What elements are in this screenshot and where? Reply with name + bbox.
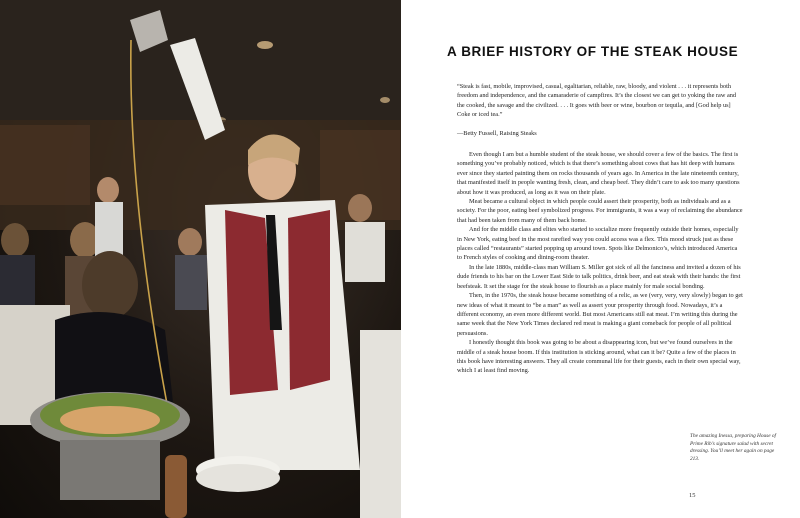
diner-hair bbox=[82, 251, 138, 319]
ceiling-light bbox=[257, 41, 273, 49]
diner-body bbox=[175, 255, 207, 310]
body-text bbox=[457, 150, 743, 376]
body-paragraph: Even though I am but a humble student of the steak house, we should cover a few of the basics. The first is something you’ve probably noticed, which is that there’s something about cows that has hit deep with humans ever since they started painting them on rocks thousands of years ago. In America in the late nineteenth century, that manifested itself in people wanting fresh, clean, and cheap beef. They didn’t care to ask too many questions about how it was produced, as long as it was on their plate. bbox=[457, 151, 740, 196]
wall-panel bbox=[0, 125, 90, 205]
ceiling-light bbox=[380, 97, 390, 103]
body-paragraph: In the late 1880s, middle-class man William S. Miller got sick of all the fanciness and invited a dozen of his dude friends to his bar on the Lower East Side to talk politics, drink beer, and eat steak with their hands: the first beefsteak. It set the stage for the steak house to flourish as a place mainly for male social bonding. bbox=[457, 263, 741, 290]
diner-head bbox=[348, 194, 372, 222]
waiter-head bbox=[97, 177, 119, 203]
page-number: 15 bbox=[689, 492, 696, 499]
epigraph-quote: “Steak is fast, mobile, improvised, casual, egalitarian, reliable, raw, bloody, and violent . . . it represents both freedom and independence, and the camaraderie of campfires. It’s the closest we can get to yoking the raw and the cooked, the savage and the civilized. . . . It goes with beer or wine, bourbon or tequila, and [God help us] Coke or iced tea.” bbox=[457, 83, 737, 118]
body-paragraph: Then, in the 1970s, the steak house became something of a relic, as we (very, very, very slowly) began to get new ideas of what it meant to “be a man” as well as assert your prosperity through food. Nowadays, it’s a different economy, an even more different world. But most Americans still eat meat. I’m writing this during the same week that the New York Times declared red meat is making a giant comeback for people of all political persuasions. bbox=[457, 292, 743, 337]
body-paragraph: And for the middle class and elites who started to socialize more frequently outside their homes, especially in New York, eating beef in the most rarefied way you could access was a flex. This mood struck just as these places called “restaurants” started popping up around town. Spots like Delmonico’s, which introduced America to French styles of cooking and dining-room theater. bbox=[457, 226, 739, 262]
diner-head bbox=[178, 228, 202, 256]
photo-caption: The amazing Inessa, preparing House of Prime Rib’s signature salad with secret dressing. You’ll meet her again on page 213. bbox=[690, 433, 777, 463]
chapter-title: A BRIEF HISTORY OF THE STEAK HOUSE bbox=[447, 44, 739, 59]
pepper-mill bbox=[165, 455, 187, 518]
salad-dressing bbox=[60, 406, 160, 434]
body-paragraph: I honestly thought this book was going to be about a disappearing icon, but we’ve found ourselves in the middle of a steak house boom. If this institution is sticking around, what can it be? Quite a few of the places in this book have interesting answers. They all create communal life for their guests, each in their own special way, which I at least find moving. bbox=[457, 339, 741, 375]
body-paragraph: Meat became a cultural object in which people could assert their prosperity, both as individuals and as a society. For the poor, eating beef symbolized progress. For immigrants, it was a way of reclaiming the abundance that had been taken from many of them back home. bbox=[457, 198, 743, 224]
stacked-plates bbox=[196, 464, 280, 492]
text-page bbox=[401, 0, 800, 518]
diner-head bbox=[1, 223, 29, 257]
tablecloth bbox=[360, 330, 401, 518]
epigraph-attribution: —Betty Fussell, Raising Steaks bbox=[457, 130, 537, 137]
diner-body bbox=[345, 222, 385, 282]
salad-cart bbox=[60, 440, 160, 500]
server-vest-right bbox=[288, 210, 330, 390]
